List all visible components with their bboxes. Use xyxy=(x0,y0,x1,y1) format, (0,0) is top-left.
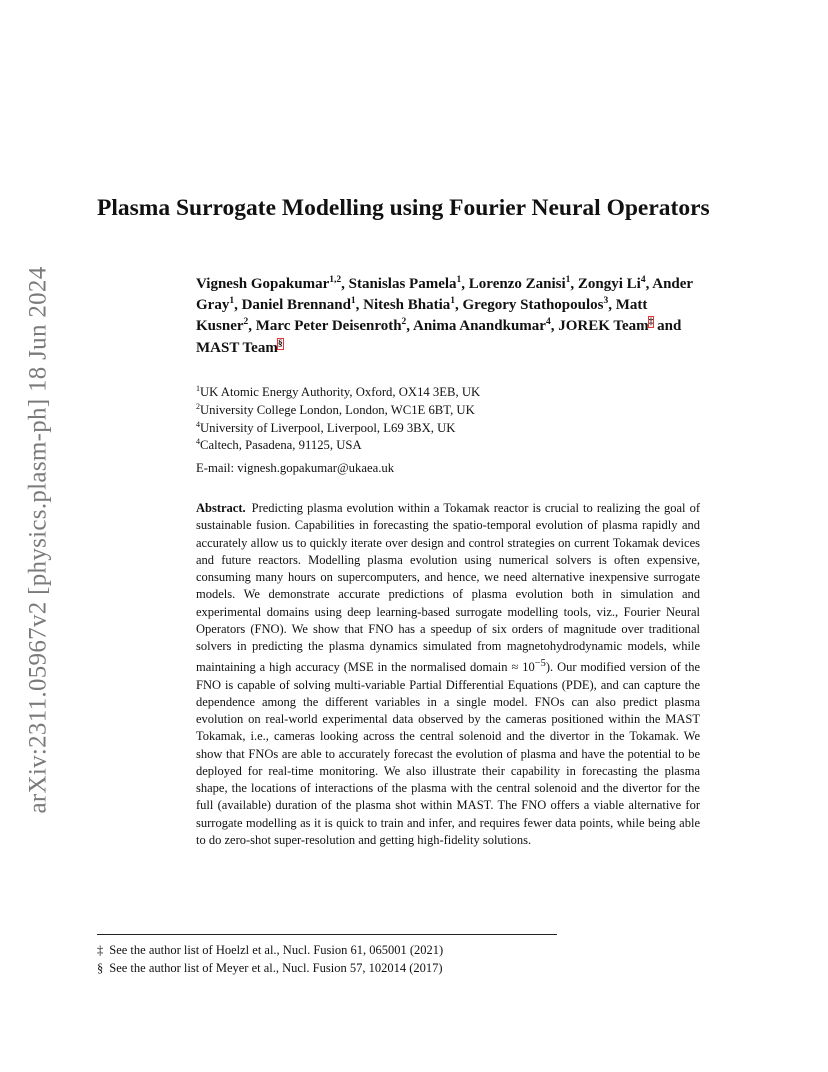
author: Ander Gray$^1$ xyxy=(196,276,693,314)
author: Marc Peter Deisenroth$^2$ xyxy=(255,317,407,335)
abstract-exponent: −5 xyxy=(534,658,546,670)
author: Zongyi Li$^4$ xyxy=(577,275,646,292)
footnote-rule xyxy=(97,934,557,935)
team-author: JOREK Team‡ xyxy=(558,317,654,335)
abstract-text: ). Our modified version of the FNO is capable of solving multi-variable Partial Differential Equations (PDE), and can capture the dependence among the different variables in a single model. FNOs can also predict plasma evolution on real-world experimental data observed by the cameras positioned within the MAST Tokamak, i.e., cameras looking across the central solenoid and the divertor in the Tokamak. We show that FNOs are able to accurately forecast the evolution of plasma and have the potential to be deployed for real-time monitoring. We also illustrate their capability in forecasting the plasma shape, the locations of interactions of the plasma with the central solenoid and the divertor for the full (available) duration of the plasma shot within MAST. The FNO offers a viable alternative for surrogate modelling as it is quick to train and infer, and requires fewer data points, while being able to do zero-shot super-resolution and getting high-fidelity solutions. xyxy=(196,660,700,847)
affiliation: $^2$University College London, London, WC1E 6BT, UK xyxy=(196,401,475,417)
author: Lorenzo Zanisi$^1$ xyxy=(468,275,571,292)
affiliation: $^4$University of Liverpool, Liverpool, L69 3BX, UK xyxy=(196,419,456,435)
team-author: MAST Team§ xyxy=(196,338,283,356)
author: Matt Kusner$^2$ xyxy=(196,297,648,335)
contact-email xyxy=(196,460,706,477)
abstract xyxy=(196,500,700,849)
author: Gregory Stathopoulos$^3$ xyxy=(462,296,609,314)
email-address[interactable]: vignesh.gopakumar@ukaea.uk xyxy=(237,461,395,475)
affiliation: $^1$UK Atomic Energy Authority, Oxford, OX14 3EB, UK xyxy=(196,383,481,399)
and-conjunction: and xyxy=(657,318,682,335)
author: Daniel Brennand$^1$ xyxy=(241,296,356,314)
abstract-text: Predicting plasma evolution within a Tokamak reactor is crucial to realizing the goal of sustainable fusion. Capabilities in forecasting the spatio-temporal evolution of plasma rapidly and accurately allow us to quickly iterate over design and control strategies on current Tokamak devices and future reactors. Modelling plasma evolution using numerical solvers is often expensive, consuming many hours on supercomputers, and hence, we need alternative inexpensive surrogate models. We demonstrate accurate predictions of plasma evolution both in simulation and experimental domains using deep learning-based surrogate modelling tools, viz., Fourier Neural Operators (FNO). We show that FNO has a speedup of six orders of magnitude over traditional solvers in predicting the plasma dynamics simulated from magnetohydrodynamic models, while maintaining a high accuracy (MSE in the normalised domain ≈ 10 xyxy=(196,501,700,675)
author: Vignesh Gopakumar$^{1,2}$ xyxy=(196,275,342,292)
author: Anima Anandkumar$^4$ xyxy=(412,317,551,335)
email-label: E-mail: xyxy=(196,461,235,475)
affiliation: $^4$Caltech, Pasadena, 91125, USA xyxy=(196,437,362,453)
author: Stanislas Pamela$^1$ xyxy=(348,275,462,292)
author-list: Vignesh Gopakumar$^{1,2}$, Stanislas Pamela$^1$, Lorenzo Zanisi$^1$, Zongyi Li$^4$, Ander Gray$^1$, Daniel Brennand$^1$, Nitesh Bhatia$^1$, Gregory Stathopoulos$^3$, Matt Kusner$^2$, Marc Peter Deisenroth$^2$, Anima Anandkumar$^4$, JOREK Team‡ and MAST Team§ xyxy=(196,275,693,356)
author: Nitesh Bhatia$^1$ xyxy=(363,296,456,314)
footnote: § See the author list of Meyer et al., Nucl. Fusion 57, 102014 (2017) xyxy=(97,960,443,975)
abstract-label: Abstract. xyxy=(196,501,246,515)
paper-title: Plasma Surrogate Modelling using Fourier Neural Operators xyxy=(97,195,710,221)
footnote: ‡ See the author list of Hoelzl et al., Nucl. Fusion 61, 065001 (2021) xyxy=(97,943,444,957)
footnote-link[interactable]: ‡ xyxy=(648,317,654,328)
arxiv-identifier-text: arXiv:2311.05967v2 [physics.plasm-ph] 18 Jun 2024 xyxy=(25,266,52,814)
arxiv-identifier xyxy=(21,240,57,840)
footnote-link[interactable]: § xyxy=(277,338,283,349)
footnote-list xyxy=(97,942,697,977)
affiliation-list xyxy=(196,384,706,455)
